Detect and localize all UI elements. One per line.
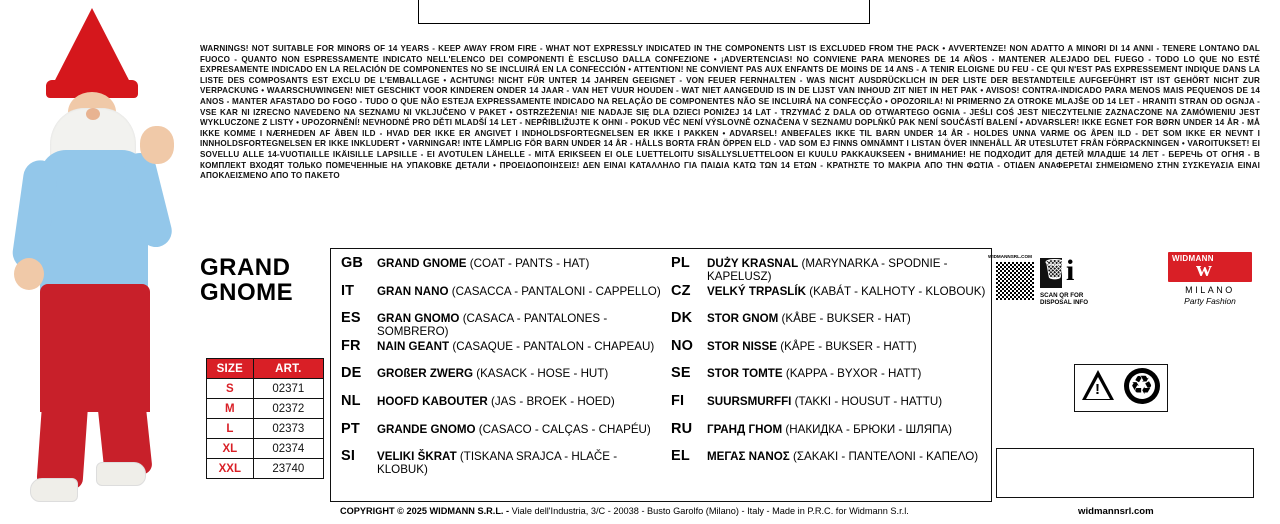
logo-tagline: Party Fashion — [1184, 296, 1236, 306]
language-parts: (CASACA - PANTALONES - SOMBRERO) — [377, 312, 608, 339]
language-product-name: GRANDE GNOMO — [377, 422, 476, 436]
language-code: NO — [671, 337, 694, 354]
recycle-arrow-icon: ♻ — [1130, 370, 1154, 400]
size-value: XL — [207, 439, 254, 459]
list-item — [661, 283, 991, 311]
website-text: widmannsrl.com — [1078, 506, 1154, 517]
warning-exclamation-icon: ! — [1095, 381, 1100, 398]
size-article-table — [206, 358, 324, 479]
language-parts: (KABÁT - KALHOTY - KLOBOUK) — [809, 284, 986, 298]
language-code: CZ — [671, 282, 691, 299]
article-value: 02373 — [253, 419, 323, 439]
gnome-right-hand — [140, 126, 174, 164]
language-parts: (MARYNARKA - SPODNIE - KAPELUSZ) — [707, 257, 948, 283]
size-value: L — [207, 419, 254, 439]
language-parts: (KÅBE - BUKSER - HAT) — [781, 312, 911, 326]
table-row — [207, 419, 324, 439]
list-item — [331, 393, 661, 421]
table-row — [207, 379, 324, 399]
language-code: DE — [341, 365, 362, 382]
product-photo — [0, 0, 196, 524]
article-value: 23740 — [253, 459, 323, 479]
copyright-company: COPYRIGHT © 2025 WIDMANN S.R.L. - — [340, 506, 510, 516]
logo-city: MILANO — [1185, 285, 1235, 295]
language-code: PT — [341, 420, 360, 437]
language-parts: (НАКИДКА - БРЮКИ - ШЛЯПА) — [785, 422, 953, 436]
list-item — [331, 255, 661, 283]
column-header-art: ART. — [253, 359, 323, 379]
list-item — [331, 448, 661, 476]
language-product-name: SUURSMURFFI — [707, 394, 792, 408]
language-product-name: ГРАНД ГНОМ — [707, 422, 783, 436]
table-header-row — [207, 359, 324, 379]
language-product-name: GROßER ZWERG — [377, 367, 473, 381]
language-column-left — [331, 255, 661, 476]
list-item — [331, 310, 661, 338]
language-code: GB — [341, 255, 364, 271]
gnome-hat — [52, 8, 132, 86]
language-code: EL — [671, 448, 690, 465]
top-blank-box — [418, 0, 870, 24]
list-item — [661, 365, 991, 393]
language-product-name: STOR GNOM — [707, 312, 779, 326]
gnome-nose — [86, 108, 100, 120]
qr-caption: WIDMANNSRL.COM — [988, 254, 1032, 259]
size-value: S — [207, 379, 254, 399]
language-parts: (JAS - BROEK - HOED) — [491, 394, 615, 408]
table-row — [207, 399, 324, 419]
list-item — [661, 338, 991, 366]
gnome-left-leg — [36, 379, 89, 490]
copyright-line — [340, 506, 909, 516]
language-product-name: VELKÝ TRPASLÍK — [707, 284, 806, 298]
language-code: ES — [341, 310, 361, 327]
size-value: M — [207, 399, 254, 419]
table-row — [207, 439, 324, 459]
list-item — [661, 421, 991, 449]
bottom-blank-box — [996, 448, 1254, 498]
list-item — [661, 448, 991, 476]
language-code: IT — [341, 282, 355, 299]
copyright-address: Viale dell'Industria, 3/C - 20038 - Busto Garolfo (Milano) - Italy - Made in P.R.C. for Widmann S.r.l. — [509, 506, 909, 516]
qr-code-icon[interactable] — [996, 262, 1034, 300]
page-title — [200, 255, 293, 305]
bin-glyph-icon: 🗑 — [1042, 259, 1068, 281]
language-parts: (TAKKI - HOUSUT - HATTU) — [794, 394, 943, 408]
language-product-name: GRAND GNOME — [377, 257, 467, 270]
warnings-paragraph: WARNINGS! NOT SUITABLE FOR MINORS OF 14 YEARS - KEEP AWAY FROM FIRE - WHAT NOT EXPRESSLY INDICATED IN THE COMPONENTS LIST IS EXCLUDED FROM THE PACK • AVVERTENZE! NON ADATTO A MINORI DI 14 ANNI - TENERE LONTANO DAL FUOCO - QUANTO NON ESPRESSAMENTE INDICATO NELL'ELENCO DEI COMPONENTI È ESCLUSO DALLA CONFEZIONE • ¡ADVERTENCIAS! NO CONVIENE PARA MENORES DE 14 AÑOS - MANTENER ALEJADO DEL FUEGO - TODO LO QUE NO ESTÉ EXPRESAMENTE INDICADO EN LA RELACIÓN DE COMPONENTES NO SE INCLUIRÁ EN LA CONFECCIÓN • ATTENTION! NE CONVIENT PAS AUX ENFANTS DE MOINS DE 14 ANS - A TENIR ELOIGNE DU FEU - CE QUI N'EST PAS EXPRESSEMENT INDIQUE DANS LA LISTE DES COMPOSANTS EST EXCLU DE L'EMBALLAGE • ACHTUNG! NICHT FÜR UNTER 14 JAHREN GEEIGNET - VON FEUER FERNHALTEN - WAS NICHT AUSDRÜCKLICH IN DER LISTE DER BESTANDTEILE AUFGEFÜHRT IST IST GEHÖRT NICHT ZUR VERPACKUNG • WAARSCHUWINGEN! NIET GESCHIKT VOOR KINDEREN ONDER 14 JAAR - VAN HET VUUR HOUDEN - WAT NIET AANGEDUID IS IN DE LIJST VAN INHOUD ZIT NIET IN HET PAK • AVISOS! CONTRA-INDICADO PARA MENOS MAIS PEQUENOS DE 14 ANOS - MANTER AFASTADO DO FOGO - TUDO O QUE NÃO ESTEJA EXPRESSAMENTE INDICADO NA RELAÇÃO DE COMPONENTES NÃO SE INCLUIRÁ NA CONFECÇÃO • OPOZORILA! NI PRIMERNO ZA OTROKE MLAJŠE OD 14 LET - HRANITI STRAN OD OGNJA - VSE KAR NI IZRECNO NAVEDENO NA SEZNAMU NI VKLJUČENO V PAKET • OSTRZEŻENIA! NIE NADAJE SIĘ DLA DZIECI PONIŻEJ 14 LAT - TRZYMAĆ Z DALA OD OTWARTEGO OGNIA - JEŚLI COŚ JEST NIECZYTELNIE ZAZNACZONE NA ZAMÓWIENIU JEST WYKLUCZONE Z LISTY • UPOZORNĚNÍ! NEVHODNÉ PRO DĚTI MLADŠÍ 14 LET - NEPŘIBLIŽUJTE K OHNI - POKUD VĚC NENÍ VÝSLOVNĚ OZNAČENA V SEZNAMU DOPLŇKŮ PAK NENÍ SOUČÁSTÍ BALENÍ • ADVARSLER! IKKE EGNET FOR BØRN UNDER 14 ÅR - MÅ IKKE KOMME I NÆRHEDEN AF ÅBEN ILD - HVAD DER IKKE ER ANGIVET I INDHOLDSFORTEGNELSEN ER IKKE I PAKKEN • ADVARSEL! ANBEFALES IKKE TIL BARN UNDER 14 ÅR - HOLDES UNNA VARME OG ÅPEN ILD - DET SOM IKKE ER NEVNT I INNHOLDSFORTEGNELSEN ER IKKE INKLUDERT • VARNINGAR! INTE LÄMPLIG FÖR BARN UNDER 14 ÅR - HÅLLS BORTA FRÅN ÖPPEN ELD - VAD SOM EJ FINNS OMNÄMNT I LISTAN ÖVER INNEHÅLL ÄR UTESLUTET FRÅN FÖRPACKNINGEN • VAROITUKSET! EI SOVELLU ALLE 14-VUOTIAILLE IKÄISILLE LAPSILLE - EI AVOTULEN LÄHELLE - MITÄ ERIKSEEN EI OLE LUETTELOITU SISÄLLYSLUETTELOON EI KUULU PAKKAUKSEEN • ВНИМАНИЕ! НЕ ПОДХОДИТ ДЛЯ ДЕТЕЙ МЛАДШЕ 14 ЛЕТ - БЕРЕЧЬ ОТ ОГНЯ - В КОМПЛЕКТ ВХОДЯТ ТОЛЬКО ПОМЕЧЕННЫЕ НА УПАКОВКЕ ДЕТАЛИ • ΠΡΟΕΙΔΟΠΟΙΗΣΕΙΣ! ΔΕΝ ΕΙΝΑΙ ΚΑΤΑΛΛΗΛΟ ΓΙΑ ΠΑΙΔΙΑ ΚΑΤΩ ΤΩΝ 14 ΕΤΩΝ - ΚΡΑΤΗΣΤΕ ΤΟ ΜΑΚΡΙΑ ΑΠΟ ΤΗΝ ΦΩΤΙΑ - ΟΤΙΔΕΝ ΑΝΑΦΕΡΕΤΑΙ ΣΗΜΕΙΩΜΕΝΟ ΣΤΗΝ ΣΥΣΚΕΥΑΣΙΑ ΕΙΝΑΙ ΑΠΟΚΛΕΙΣΜΕΝΟ ΑΠΟ ΤΟ ΠΑΚΕΤΟ — [200, 44, 1260, 181]
list-item — [661, 310, 991, 338]
language-product-name: STOR NISSE — [707, 339, 778, 353]
scan-instruction-text: SCAN QR FOR DISPOSAL INFO — [1040, 292, 1089, 307]
language-code: DK — [671, 310, 693, 327]
language-product-name: STOR TOMTE — [707, 367, 783, 381]
table-row — [207, 459, 324, 479]
language-parts: (CASAQUE - PANTALON - CHAPEAU) — [452, 339, 655, 353]
language-code: RU — [671, 420, 693, 437]
language-code: NL — [341, 392, 361, 409]
language-product-name: GRAN GNOMO — [377, 312, 460, 326]
language-product-name: ΜΕΓΑΣ ΝΑΝΟΣ — [707, 450, 790, 464]
list-item — [331, 365, 661, 393]
logo-w-mark: w — [1196, 256, 1212, 281]
language-product-name: HOOFD KABOUTER — [377, 394, 488, 408]
language-code: SI — [341, 448, 355, 465]
language-code: PL — [671, 255, 690, 271]
language-product-name: NAIN GEANT — [377, 339, 450, 353]
gnome-right-shoe — [96, 462, 146, 486]
language-list-box — [330, 248, 992, 502]
info-icon: i — [1066, 254, 1075, 287]
language-product-name: GRAN NANO — [377, 284, 449, 298]
list-item — [661, 255, 991, 283]
size-value: XXL — [207, 459, 254, 479]
language-parts: (KÅPE - BUKSER - HATT) — [780, 339, 917, 353]
list-item — [331, 283, 661, 311]
list-item — [331, 421, 661, 449]
language-parts: (CASACCA - PANTALONI - CAPPELLO) — [451, 284, 661, 298]
logo-brand-text: WIDMANN — [1172, 254, 1214, 263]
language-code: SE — [671, 365, 691, 382]
language-product-name: DUŻY KRASNAL — [707, 257, 799, 270]
product-name-line1: GRAND — [200, 254, 291, 281]
language-code: FI — [671, 392, 685, 409]
language-parts: (KAPPA - BYXOR - HATT) — [785, 367, 922, 381]
language-column-right — [661, 255, 991, 476]
language-parts: (KASACK - HOSE - HUT) — [476, 367, 609, 381]
gnome-left-hand — [14, 258, 44, 290]
article-value: 02371 — [253, 379, 323, 399]
language-product-name: VELIKI ŠKRAT — [377, 450, 457, 464]
logo-red-bar — [1168, 252, 1252, 282]
language-parts: (CASACO - CALÇAS - CHAPÉU) — [478, 422, 651, 436]
gnome-left-shoe — [30, 478, 78, 502]
article-value: 02374 — [253, 439, 323, 459]
language-parts: (TISKANA SRAJCA - HLAČE - KLOBUK) — [377, 450, 618, 477]
list-item — [331, 338, 661, 366]
language-parts: (COAT - PANTS - HAT) — [469, 257, 590, 270]
article-value: 02372 — [253, 399, 323, 419]
language-code: FR — [341, 337, 361, 354]
language-parts: (ΣΑΚΑΚΙ - ΠΑΝΤΕΛΟΝΙ - ΚΑΠΕΛΟ) — [792, 450, 979, 464]
product-name-line2: GNOME — [200, 279, 294, 306]
column-header-size: SIZE — [207, 359, 254, 379]
brand-logo — [1168, 252, 1252, 306]
list-item — [661, 393, 991, 421]
